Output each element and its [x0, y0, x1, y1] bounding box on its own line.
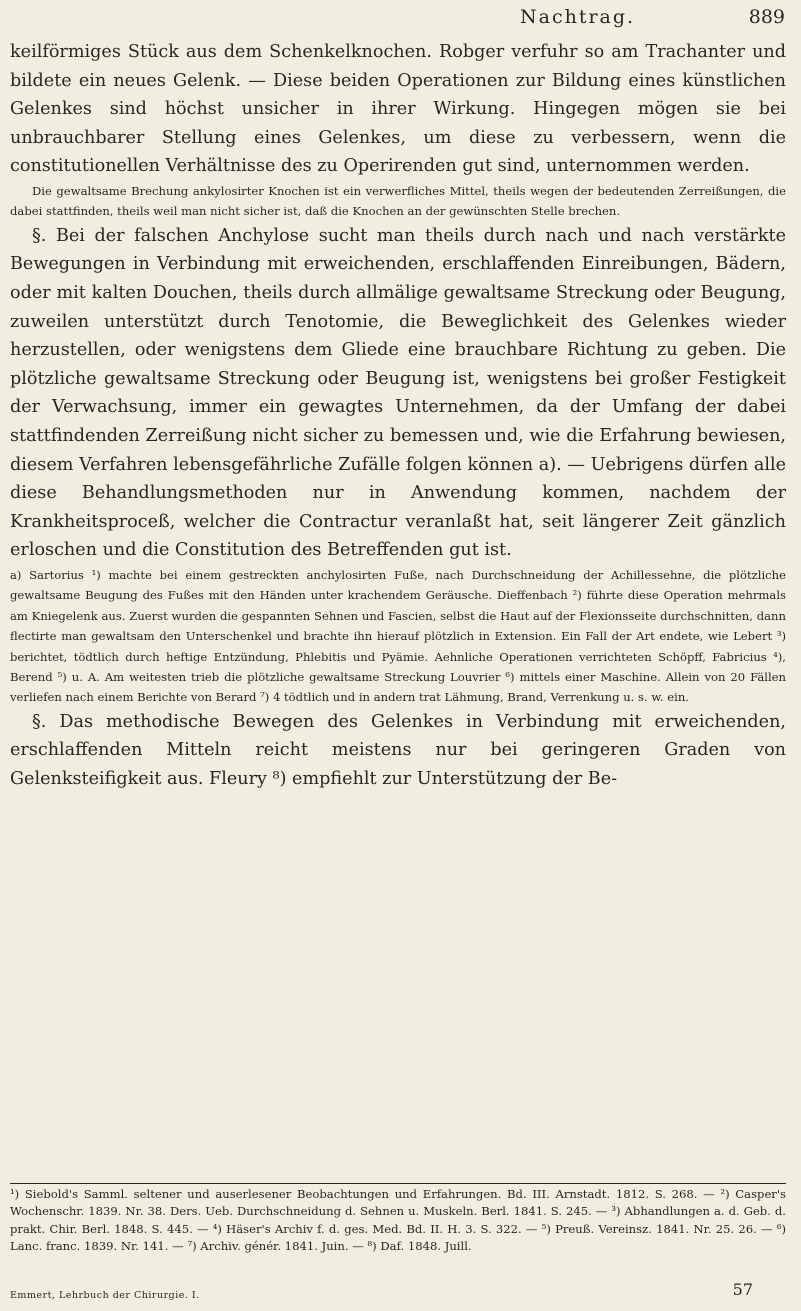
footnotes [10, 1186, 786, 1256]
body-text [10, 38, 786, 794]
footnote-rule [10, 1183, 786, 1184]
signature-mark: 57 [732, 1280, 753, 1299]
page-number: 889 [748, 6, 785, 28]
note-1: Die gewaltsame Brechung ankylosirter Knochen ist ein verwerfliches Mittel, theils wegen der bedeutenden Zerreißungen, die dabei stattfinden, theils weil man nicht sicher ist, daß die Knochen an der gewünschten Stelle brechen. [10, 183, 786, 219]
paragraph-2: §. Bei der falschen Anchylose sucht man theils durch nach und nach verstärkte Bewegungen in Verbindung mit erweichenden, erschlaffenden Einreibungen, Bädern, oder mit kalten Douchen, theils durch allmälige gewaltsame Streckung oder Beugung, zuweilen unterstützt durch Tenotomie, die Beweglichkeit des Gelenkes wieder herzustellen, oder wenigstens dem Gliede eine brauchbare Richtung zu geben. Die plötzliche gewaltsame Streckung oder Beugung ist, wenigstens bei großer Festigkeit der Verwachsung, immer ein gewagtes Unternehmen, da der Umfang der dabei stattfindenden Zerreißung nicht sicher zu bemessen und, wie die Erfahrung bewiesen, diesem Verfahren lebensgefährliche Zufälle folgen können a). — Uebrigens dürfen alle diese Behandlungsmethoden nur in Anwendung kommen, nachdem der Krankheitsproceß, welcher die Contractur veranlaßt hat, seit längerer Zeit gänzlich erloschen und die Constitution des Betreffenden gut ist. [10, 225, 786, 561]
imprint: Emmert, Lehrbuch der Chirurgie. I. [10, 1290, 200, 1301]
paragraph-3: §. Das methodische Bewegen des Gelenkes in Verbindung mit erweichenden, erschlaffenden Mitteln reicht meistens nur bei geringeren Graden von Gelenksteifigkeit aus. Fleury ⁸) empfiehlt zur Unterstützung der Be- [10, 711, 786, 789]
running-title: Nachtrag. [520, 6, 636, 28]
footnote-list: ¹) Siebold's Samml. seltener und auserlesener Beobachtungen und Erfahrungen. Bd. III. Arnstadt. 1812. S. 268. — ²) Casper's Wochenschr. 1839. Nr. 38. Ders. Ueb. Durchschneidung d. Sehnen u. Muskeln. Berl. 1841. S. 245. — ³) Abhandlungen a. d. Geb. d. prakt. Chir. Berl. 1848. S. 445. — ⁴) Häser's Archiv f. d. ges. Med. Bd. II. H. 3. S. 322. — ⁵) Preuß. Vereinsz. 1841. Nr. 25. 26. — ⁶) Lanc. franc. 1839. Nr. 141. — ⁷) Archiv. génér. 1841. Juin. — ⁸) Daf. 1848. Juill. [10, 1187, 786, 1254]
note-2: a) Sartorius ¹) machte bei einem gestreckten anchylosirten Fuße, nach Durchschneidung der Achillessehne, die plötzliche gewaltsame Beugung des Fußes mit den Händen unter krachendem Geräusche. Dieffenbach ²) führte diese Operation mehrmals am Kniegelenk aus. Zuerst wurden die gespannten Sehnen und Fascien, selbst die Haut auf der Flexionsseite durchschnitten, dann flectirte man gewaltsam den Unterschenkel und brachte ihn hierauf plötzlich in Extension. Ein Fall der Art endete, wie Lebert ³) berichtet, tödtlich durch heftige Entzündung, Phlebitis und Pyämie. Aehnliche Operationen verrichteten Schöpff, Fabricius ⁴), Berend ⁵) u. A. Am weitesten trieb die plötzliche gewaltsame Streckung Louvrier ⁶) mittels einer Maschine. Allein von 20 Fällen verliefen nach einem Berichte von Berard ⁷) 4 tödtlich und in andern trat Lähmung, Brand, Verrenkung u. s. w. ein. [10, 567, 786, 705]
page-header [0, 2, 801, 32]
paragraph-1: keilförmiges Stück aus dem Schenkelknochen. Robger verfuhr so am Trachanter und bildete ein neues Gelenk. — Diese beiden Operationen zur Bildung eines künstlichen Gelenkes sind höchst unsicher in ihrer Wirkung. Hingegen mögen sie bei unbrauchbarer Stellung eines Gelenkes, um diese zu verbessern, wenn die constitutionellen Verhältnisse des zu Operirenden gut sind, unternommen werden. [10, 42, 786, 177]
